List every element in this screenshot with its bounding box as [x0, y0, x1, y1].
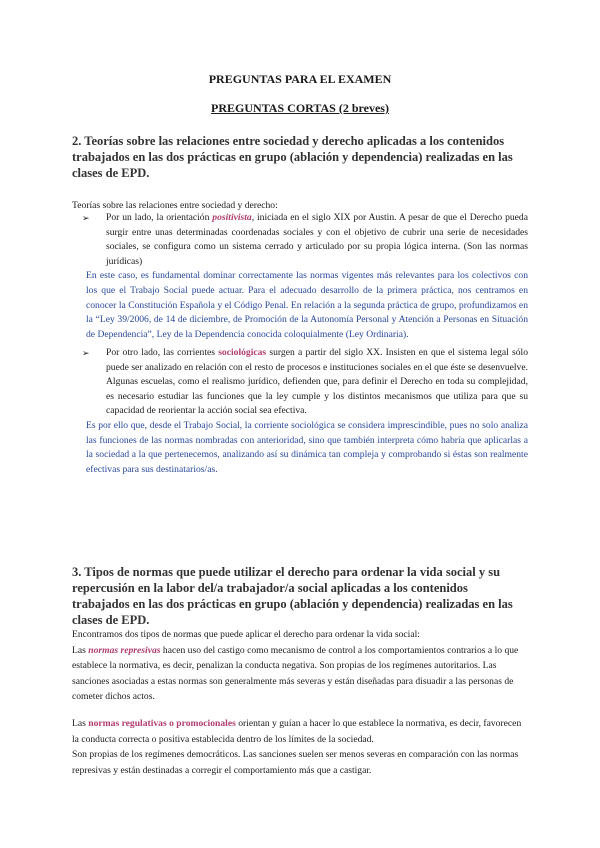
- question-3-intro: Encontramos dos tipos de normas que puede aplicar el derecho para ordenar la vida social:: [72, 629, 420, 640]
- question-2-intro: Teorías sobre las relaciones entre sociedad y derecho:: [72, 200, 278, 211]
- highlight-term: normas represivas: [88, 644, 161, 656]
- highlight-term: sociológicas: [218, 347, 267, 358]
- bullet-positivist: [82, 211, 528, 342]
- text-run: Las: [72, 718, 89, 729]
- bullet-positivist-note: En este caso, es fundamental dominar correctamente las normas vigentes más relevantes para los colectivos con los que el Trabajo Social puede actuar. Para el adecuado desarrollo de la primera práctica, nos centramos en conocer la Constitución Española y el Código Penal. En relación a la segunda práctica de grupo, profundizamos en la “Ley 39/2006, de 14 de diciembre, de Promoción de la Autonomía Personal y Atención a Personas en Situación de Dependencia”, Ley de la Dependencia conocida coloquialmente (Ley Ordinaria).: [86, 270, 528, 340]
- text-run: Por otro lado, las corrientes: [106, 347, 219, 358]
- document-subtitle: PREGUNTAS CORTAS (2 breves): [211, 101, 389, 115]
- text-run: Por un lado, la orientación: [106, 212, 213, 223]
- question-3-body-2: [72, 716, 528, 778]
- text-run: surgen a partir del siglo XX. Insisten en que el sistema legal sólo puede ser analizado en relación con el resto de procesos e instituciones sociales en el que éste se desenvuelve. Algunas escuelas, como el realismo jurídico, defienden que, para definir el Derecho en toda su complejidad, es necesario estudiar las funciones que la ley cumple y los distintos mecanismos que utiliza para que su capacidad de reorientar la acción social sea efectiva.: [106, 347, 528, 417]
- text-run: Las: [72, 644, 89, 656]
- regulative-norms-extra: Son propias de los regímenes democráticos. Las sanciones suelen ser menos severas en comparación con las normas represivas y están destinadas a corregir el comportamiento más que a castigar.: [72, 749, 519, 776]
- highlight-term: positivista: [212, 212, 252, 223]
- arrow-bullet-icon: ➢: [82, 348, 90, 358]
- text-run: orientan y guían a hacer lo que establece la normativa, es decir, favorecen la conducta correcta o positiva establecida dentro de los límites de la sociedad.: [72, 718, 522, 745]
- highlight-term: normas regulativas o promocionales: [88, 718, 236, 729]
- repressive-norms-paragraph: [72, 643, 528, 705]
- bullet-sociological-text: [106, 346, 528, 419]
- question-3-body-1: [72, 627, 528, 705]
- text-run: , iniciada en el siglo XIX por Austin. A pesar de que el Derecho pueda surgir entre unas determinadas coordenadas sociales y con el objetivo de cubrir una serie de necesidades sociales, se configura como un sistema cerrado y articulado por su propia lógica interna. (Son las normas jurídicas): [106, 212, 528, 267]
- bullet-sociological: [82, 346, 528, 477]
- document-title: PREGUNTAS PARA EL EXAMEN: [208, 72, 392, 86]
- question-3-heading: 3. Tipos de normas que puede utilizar el derecho para ordenar la vida social y su repercusión en la labor del/a trabajador/a social aplicadas a los contenidos trabajados en las dos prácticas en grupo (ablación y dependencia) realizadas en las clases de EPD.: [72, 565, 513, 627]
- bullet-positivist-text: [106, 211, 528, 269]
- question-2-heading: 2. Teorías sobre las relaciones entre sociedad y derecho aplicadas a los contenidos trabajados en las dos prácticas en grupo (ablación y dependencia) realizadas en las clases de EPD.: [72, 134, 513, 180]
- regulative-norms-paragraph: [72, 716, 528, 747]
- arrow-bullet-icon: ➢: [82, 213, 90, 223]
- text-run: hacen uso del castigo como mecanismo de control a los comportamientos contrarios a lo que establece la normativa, es decir, penalizan la conducta negativa. Son propias de los regímenes autoritarios. Las sanciones asociadas a estas normas son generalmente más severas y están diseñadas para disuadir a las personas de cometer dichos actos.: [72, 644, 519, 702]
- bullet-sociological-note: Es por ello que, desde el Trabajo Social, la corriente sociológica se considera imprescindible, pues no solo analiza las funciones de las normas nombradas con anterioridad, sino que también interpreta cómo habría que aplicarlas a la sociedad a la que pertenecemos, analizando así su dinámica tan compleja y comprobando si éstas son realmente efectivas para sus destinatarios/as.: [86, 419, 528, 475]
